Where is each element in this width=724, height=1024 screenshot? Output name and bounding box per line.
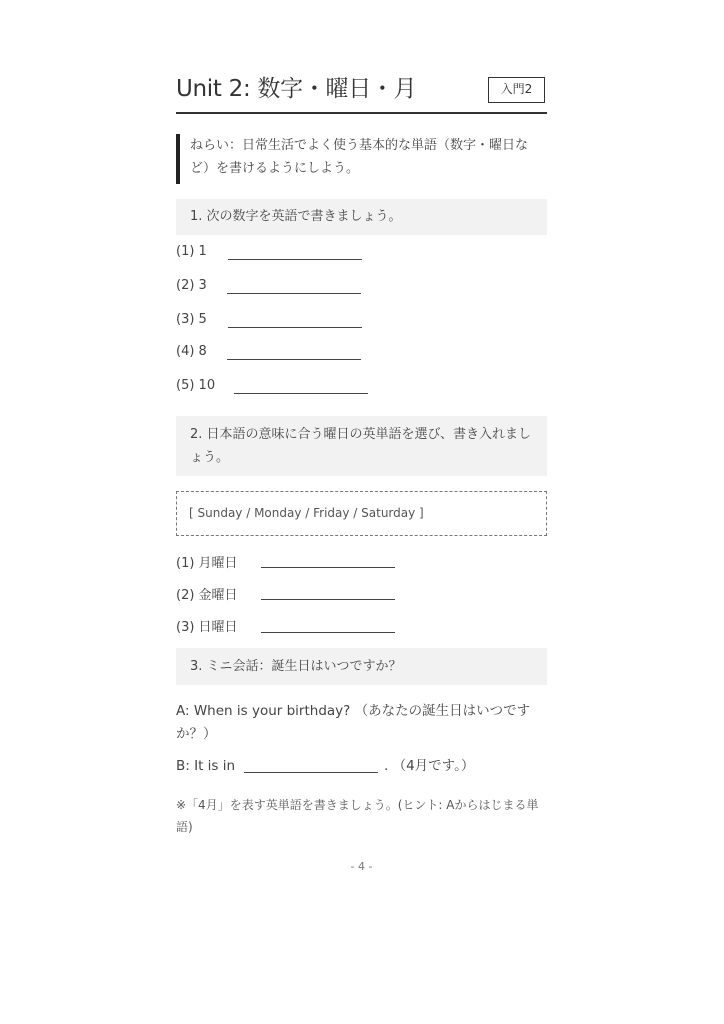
section2-item-2-blank[interactable] <box>261 599 395 600</box>
section1-item-2-label: (2) 3 <box>176 278 207 293</box>
dialog-answer-blank[interactable] <box>244 772 378 773</box>
page-title: Unit 2: 数字・曜日・月 <box>176 76 417 102</box>
section1-item-3-blank[interactable] <box>228 327 362 328</box>
section3-heading: 3. ミニ会話：誕生日はいつですか？ <box>176 648 547 685</box>
dialog-line-a: A: When is your birthday? （あなたの誕生日はいつですか？） <box>176 703 531 742</box>
section2-item-3-blank[interactable] <box>261 632 395 633</box>
section2-item-3-label: (3) 日曜日 <box>176 620 238 635</box>
section1-item-3-label: (3) 5 <box>176 312 207 327</box>
header-divider <box>176 112 547 114</box>
section2-item-1-blank[interactable] <box>261 567 395 568</box>
section1-item-4-blank[interactable] <box>227 359 361 360</box>
section1-item-5-blank[interactable] <box>234 393 368 394</box>
page-number: - 4 - <box>350 860 373 873</box>
dialog-line-b-prefix: B: It is in <box>176 758 236 774</box>
section1-item-5-label: (5) 10 <box>176 378 216 393</box>
section2-heading: 2. 日本語の意味に合う曜日の英単語を選び、書き入れましょう。 <box>176 416 547 476</box>
section1-item-2-blank[interactable] <box>227 293 361 294</box>
worksheet-page <box>176 0 547 1024</box>
word-choices-box: [ Sunday / Monday / Friday / Saturday ] <box>176 491 547 536</box>
section2-item-1-label: (1) 月曜日 <box>176 556 238 571</box>
section2-item-2-label: (2) 金曜日 <box>176 588 238 603</box>
section1-heading: 1. 次の数字を英語で書きましょう。 <box>176 199 547 235</box>
level-badge: 入門2 <box>488 77 545 103</box>
dialog-line-b-suffix: . （4月です。） <box>384 758 475 774</box>
learning-goal: ねらい：日常生活でよく使う基本的な単語（数字・曜日など）を書けるようにしよう。 <box>176 134 547 184</box>
section1-item-4-label: (4) 8 <box>176 344 207 359</box>
hint-note: ※「4月」を表す英単語を書きましょう。(ヒント: Aからはじまる単語) <box>176 798 539 834</box>
section1-item-1-blank[interactable] <box>228 259 362 260</box>
section1-item-1-label: (1) 1 <box>176 244 207 259</box>
